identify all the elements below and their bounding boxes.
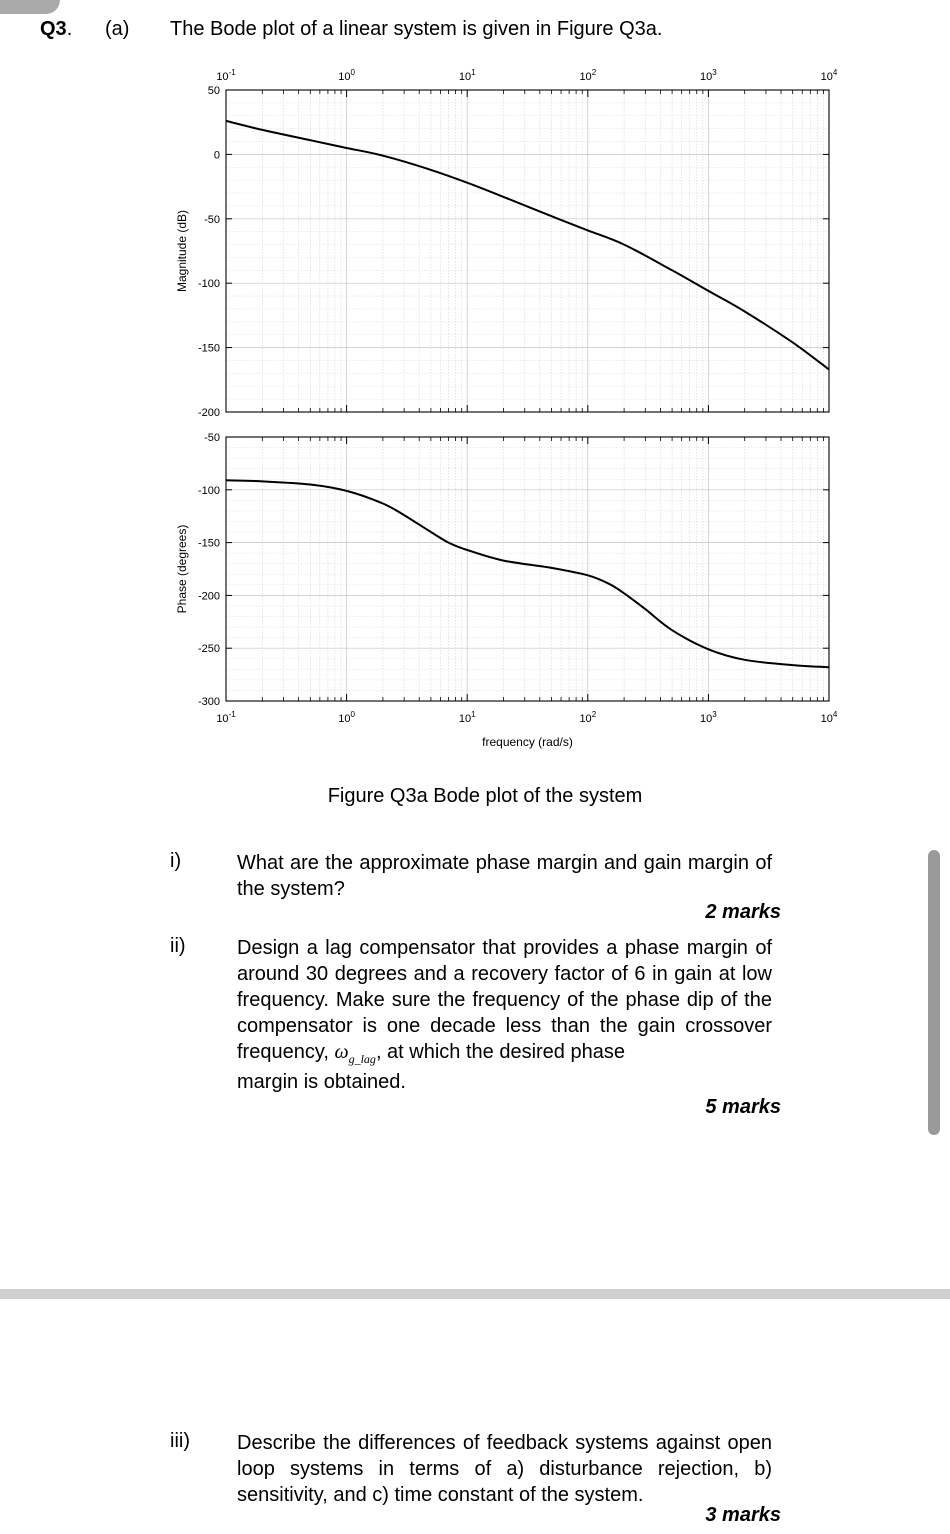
magnitude-y-tick-label: -100 xyxy=(197,278,220,291)
omega-symbol: ω xyxy=(334,1041,349,1063)
magnitude-x-tick-label: $10^2$ xyxy=(579,68,597,83)
phase-y-tick-label: -50 xyxy=(204,432,220,444)
bode-plot-figure xyxy=(0,0,950,760)
phase-y-tick-label: -200 xyxy=(197,590,220,603)
item-ii-number: ii) xyxy=(170,935,186,957)
phase-x-tick-label: $10^4$ xyxy=(820,710,838,725)
question-number: Q3. xyxy=(40,18,73,40)
magnitude-y-tick-label: 0 xyxy=(213,149,220,162)
phase-y-tick-label: -150 xyxy=(197,537,220,550)
magnitude-y-tick-label: -150 xyxy=(197,342,220,355)
phase-x-axis-label: frequency (rad/s) xyxy=(482,735,573,749)
phase-y-tick-label: -300 xyxy=(197,696,220,708)
figure-caption: Figure Q3a Bode plot of the system xyxy=(327,785,643,807)
question-intro: The Bode plot of a linear system is given in Figure Q3a. xyxy=(170,18,663,40)
magnitude-panel xyxy=(175,68,838,419)
question-part: (a) xyxy=(105,18,130,40)
item-ii-text: Design a lag compensator that provides a phase margin of around 30 degrees and a recovery factor of 6 in gain at low frequency. Make sure the frequency of the phase dip of the compensator is one decade less than the gain crossover frequency, $\omega_{g\_lag}$, at which the desired phase xyxy=(237,937,772,1066)
magnitude-y-axis-label: Magnitude (dB) xyxy=(175,209,189,293)
scrollbar-thumb[interactable] xyxy=(928,850,940,1135)
phase-x-tick-label: $10^0$ xyxy=(338,710,355,725)
magnitude-y-tick-label: -50 xyxy=(204,213,220,226)
magnitude-y-tick-label: -200 xyxy=(197,407,220,419)
item-i-text: What are the approximate phase margin and gain margin of the system? xyxy=(237,852,772,900)
magnitude-curve xyxy=(226,121,829,370)
phase-y-tick-label: -100 xyxy=(197,484,220,497)
item-iii-marks: 3 marks xyxy=(705,1504,781,1526)
item-ii-marks: 5 marks xyxy=(705,1096,781,1118)
magnitude-x-tick-label: $10^{-1}$ xyxy=(216,68,236,83)
phase-x-tick-label: $10^1$ xyxy=(458,710,476,725)
page-divider xyxy=(0,1289,950,1299)
phase-y-tick-label: -250 xyxy=(197,643,220,656)
item-i-marks: 2 marks xyxy=(705,901,781,923)
item-ii-text-last: margin is obtained. xyxy=(237,1071,406,1093)
item-iii-text: Describe the differences of feedback systems against open loop systems in terms of a) disturbance rejection, b) sensitivity, and c) time constant of the system. xyxy=(237,1432,772,1506)
phase-x-tick-label: $10^{-1}$ xyxy=(216,710,236,725)
magnitude-y-tick-label: 50 xyxy=(207,85,220,97)
magnitude-axes-frame xyxy=(226,90,829,412)
phase-panel xyxy=(175,432,838,749)
phase-y-axis-label: Phase (degrees) xyxy=(175,524,189,614)
magnitude-x-tick-label: $10^0$ xyxy=(338,68,355,83)
magnitude-x-tick-label: $10^4$ xyxy=(820,68,838,83)
phase-curve xyxy=(226,480,829,667)
phase-axes-frame xyxy=(226,437,829,701)
phase-x-tick-label: $10^3$ xyxy=(700,710,717,725)
magnitude-x-tick-label: $10^1$ xyxy=(458,68,476,83)
magnitude-x-tick-label: $10^3$ xyxy=(700,68,717,83)
omega-subscript: g_lag xyxy=(348,1052,376,1066)
item-iii-number: iii) xyxy=(170,1430,190,1452)
phase-x-tick-label: $10^2$ xyxy=(579,710,597,725)
item-i-number: i) xyxy=(170,850,182,872)
